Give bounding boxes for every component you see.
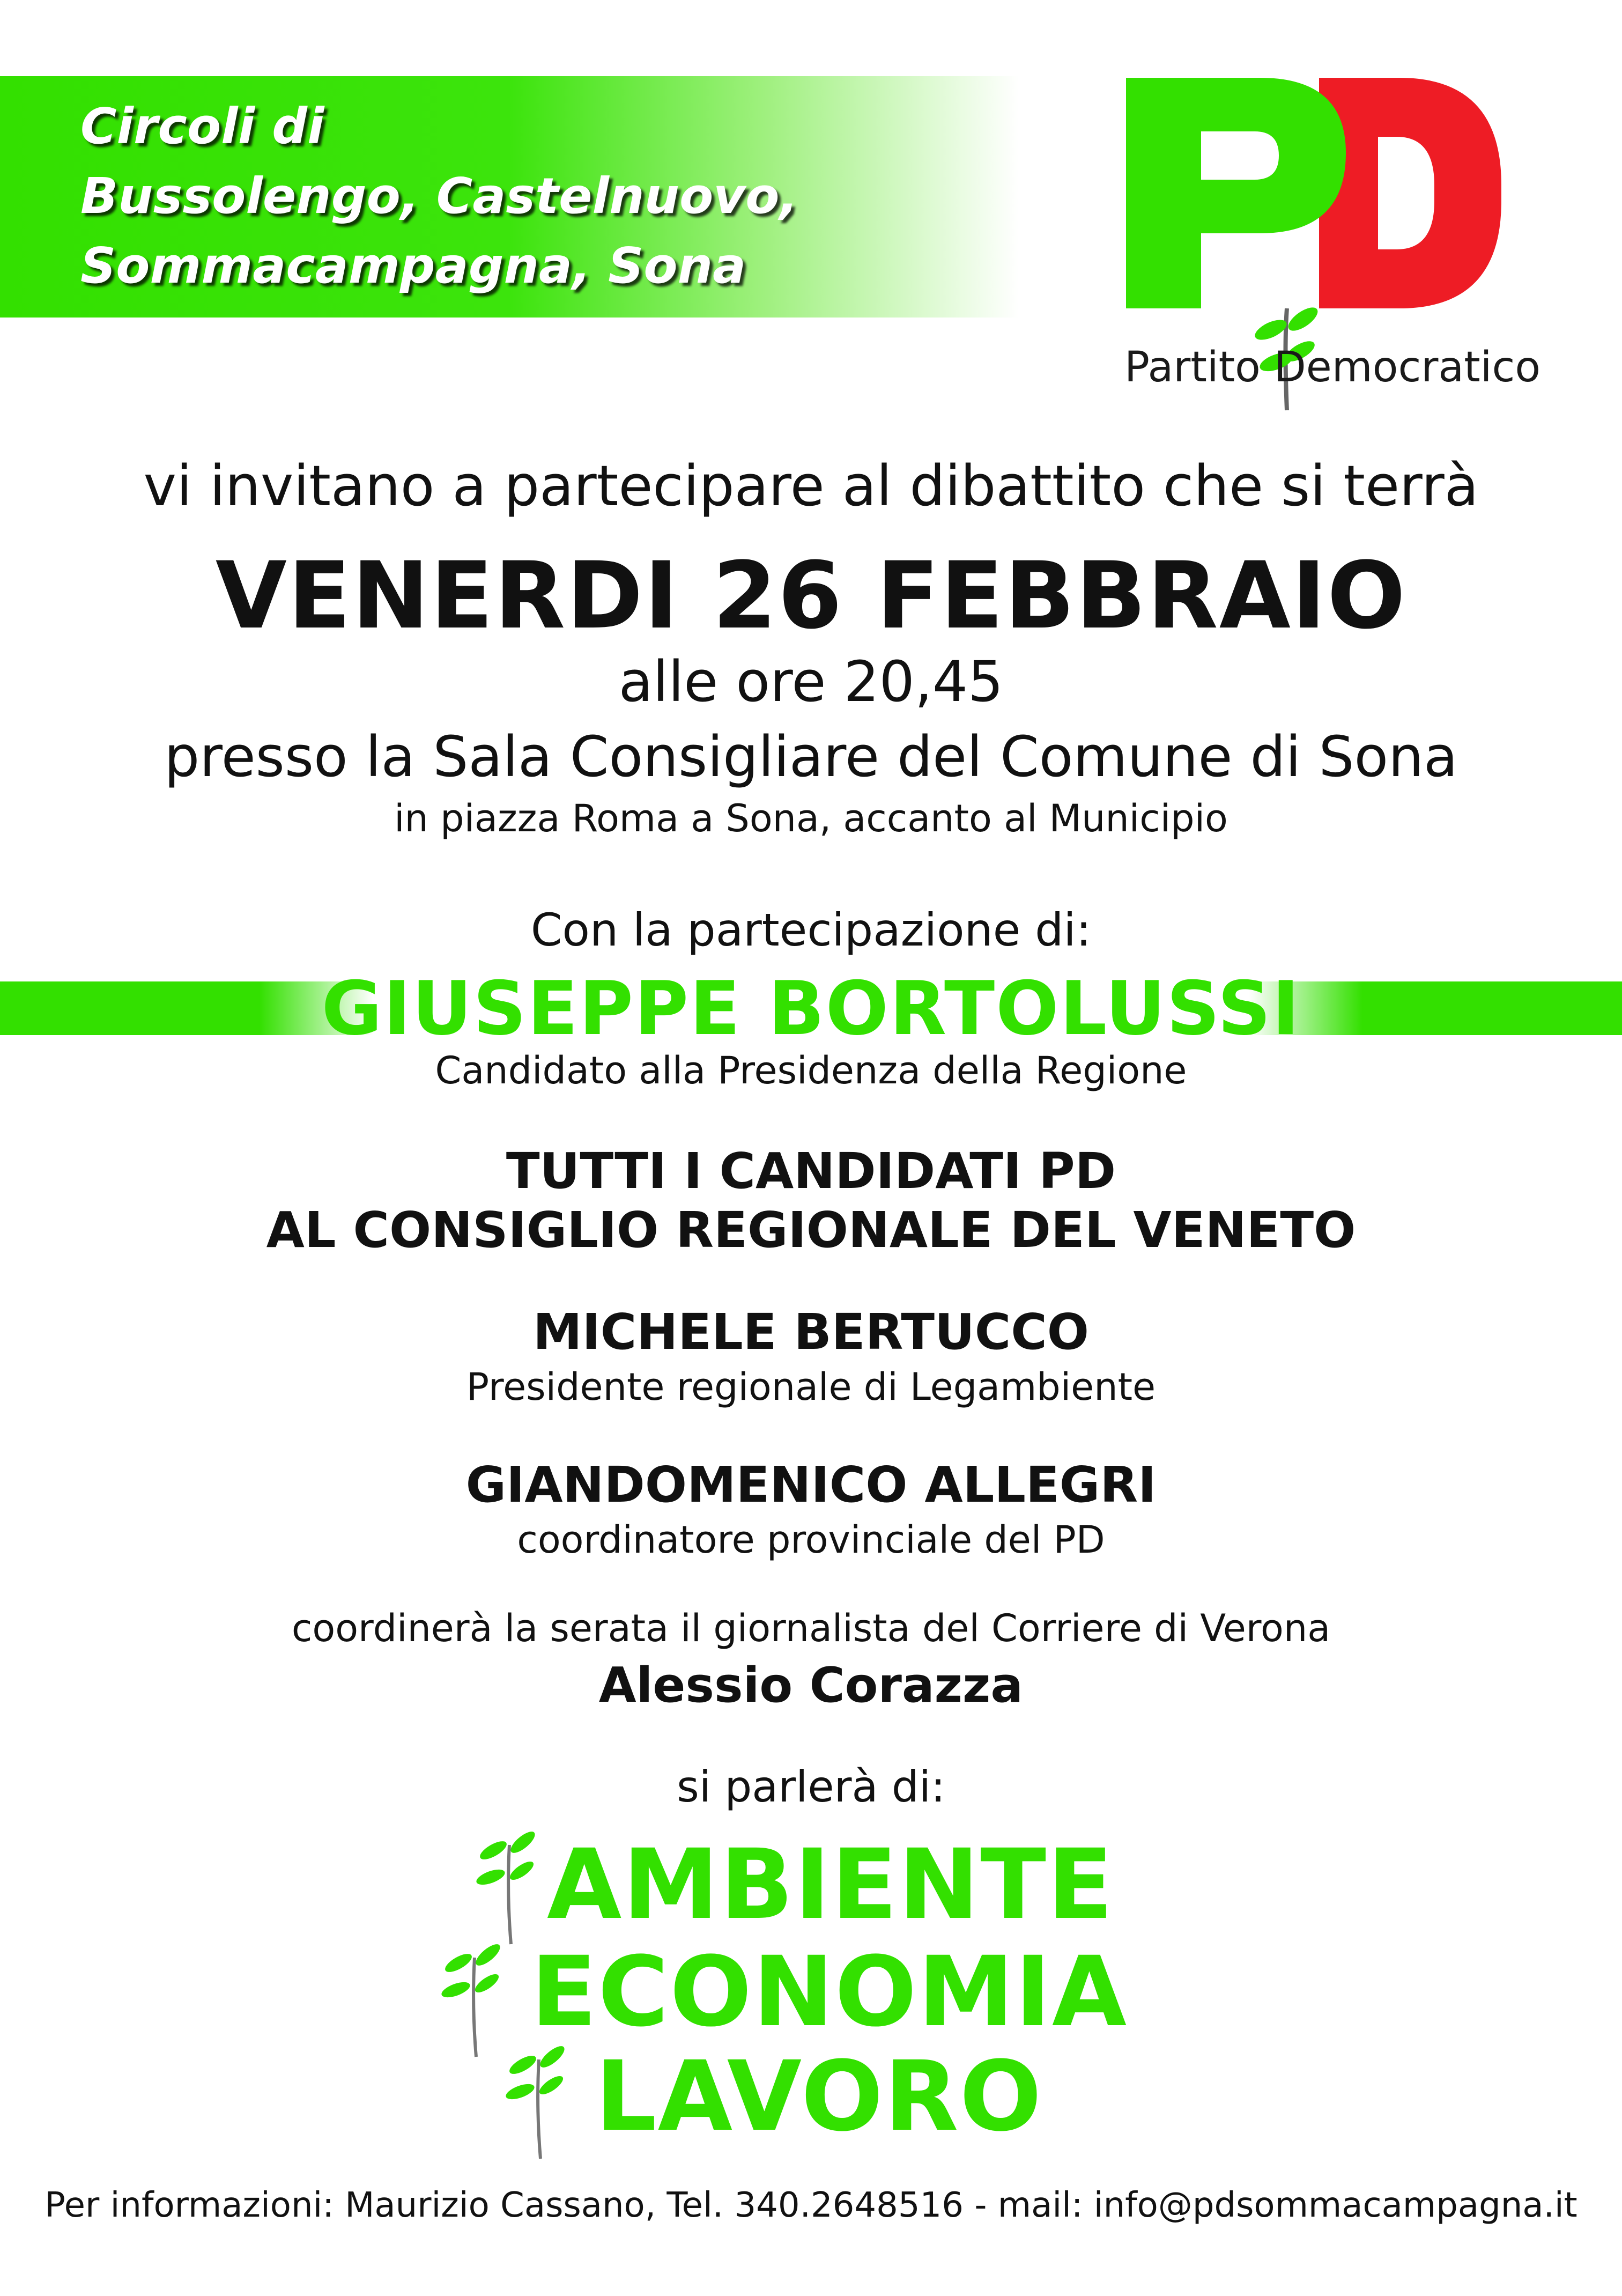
guest-name: GIANDOMENICO ALLEGRI — [465, 1456, 1157, 1514]
main-guest-name: GIUSEPPE BORTOLUSSI — [321, 965, 1301, 1052]
circoli-line-1: Circoli di — [80, 98, 324, 155]
header-banner — [0, 76, 1019, 318]
moderator-name: Alessio Corazza — [598, 1657, 1024, 1714]
olive-sprout-icon — [499, 2033, 574, 2161]
main-guest-role: Candidato alla Presidenza della Regione — [435, 1049, 1187, 1092]
moderator-intro: coordinerà la serata il giornalista del Corriere di Verona — [291, 1606, 1331, 1650]
event-place-detail: in piazza Roma a Sona, accanto al Municipio — [394, 796, 1228, 840]
event-time: alle ore 20,45 — [618, 649, 1004, 714]
participants-intro: Con la partecipazione di: — [530, 904, 1092, 956]
topic-item: AMBIENTE — [547, 1829, 1114, 1941]
guest-name: MICHELE BERTUCCO — [532, 1303, 1090, 1361]
candidates-line-1: TUTTI I CANDIDATI PD — [506, 1142, 1116, 1200]
event-date: VENERDI 26 FEBBRAIO — [215, 542, 1407, 649]
olive-sprout-icon — [469, 1818, 544, 1947]
topic-item: ECONOMIA — [531, 1936, 1128, 2048]
guest-role: coordinatore provinciale del PD — [517, 1518, 1105, 1562]
candidates-line-2: AL CONSIGLIO REGIONALE DEL VENETO — [266, 1201, 1356, 1259]
logo-caption: Partito Democratico — [1124, 343, 1541, 392]
circoli-line-2: Bussolengo, Castelnuovo, — [80, 167, 798, 225]
logo-letter-d — [1319, 78, 1501, 308]
invite-text: vi invitano a partecipare al dibattito che si terrà — [143, 453, 1479, 519]
topics-intro: si parlerà di: — [677, 1762, 945, 1812]
footer-info: Per informazioni: Maurizio Cassano, Tel. 340.2648516 - mail: info@pdsommacampagna.it — [45, 2186, 1577, 2225]
olive-sprout-icon — [434, 1931, 509, 2059]
logo-letter-p — [1126, 78, 1346, 308]
guest-role: Presidente regionale di Legambiente — [466, 1365, 1156, 1409]
topic-item: LAVORO — [595, 2041, 1043, 2153]
circoli-line-3: Sommacampagna, Sona — [80, 237, 746, 294]
event-place: presso la Sala Consigliare del Comune di Sona — [164, 724, 1458, 789]
